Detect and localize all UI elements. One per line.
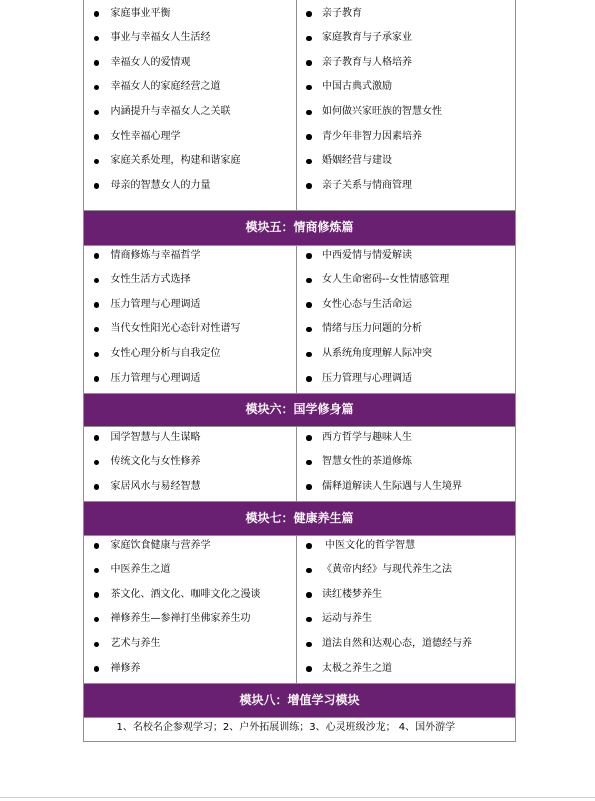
item-text: 亲子教育 xyxy=(322,7,362,19)
list-item xyxy=(84,75,296,100)
list-item xyxy=(84,632,296,657)
bullet-icon xyxy=(94,110,100,116)
bullet-icon xyxy=(306,60,312,66)
bullet-icon xyxy=(94,592,100,598)
item-text: 禅修养生—参禅打坐佛家养生功 xyxy=(110,613,251,625)
module7-header: 模块七：健康养生篇 xyxy=(84,501,515,536)
item-text: 国学智慧与人生谋略 xyxy=(110,431,201,443)
bullet-icon xyxy=(94,11,100,17)
course-table xyxy=(83,0,516,742)
bullet-icon xyxy=(306,183,312,189)
bullet-icon xyxy=(94,642,100,648)
bullet-icon xyxy=(306,11,312,17)
item-text: 当代女性阳光心态针对性谱写 xyxy=(110,323,241,335)
item-text: 艺术与养生 xyxy=(110,638,161,650)
list-item xyxy=(84,450,296,475)
list-item xyxy=(297,534,516,559)
list-item xyxy=(84,51,296,76)
list-item xyxy=(84,125,296,150)
list-item xyxy=(297,367,516,392)
list-item xyxy=(297,26,516,51)
item-text: 母亲的智慧女人的力量 xyxy=(110,179,211,191)
bullet-icon xyxy=(306,666,312,672)
item-text: 家庭教育与子承家业 xyxy=(322,32,412,44)
bullet-icon xyxy=(306,159,312,165)
left-column xyxy=(84,0,297,210)
bullet-icon xyxy=(306,253,312,259)
item-text: 女性幸福心理学 xyxy=(110,130,181,142)
bullet-icon xyxy=(306,327,312,333)
module8-text: 1、名校名企参观学习；2、户外拓展训练；3、心灵班级沙龙； 4、国外游学 xyxy=(116,722,456,733)
item-text: 智慧女性的茶道修炼 xyxy=(322,456,412,468)
list-item xyxy=(84,342,296,367)
item-text: 女性心态与生活命运 xyxy=(322,298,412,310)
bullet-icon xyxy=(306,376,312,382)
bullet-icon xyxy=(306,278,312,284)
list-item xyxy=(84,607,296,632)
bullet-icon xyxy=(306,36,312,42)
item-text: 家庭事业平衡 xyxy=(110,7,171,19)
list-item xyxy=(84,558,296,583)
list-item xyxy=(297,51,516,76)
module8-header: 模块八：增值学习模块 xyxy=(84,683,515,718)
bullet-icon xyxy=(94,183,100,189)
list-item xyxy=(297,75,516,100)
list-item xyxy=(84,426,296,451)
module5-section xyxy=(84,246,515,393)
item-text: 太极之养生之道 xyxy=(322,662,392,674)
bullet-icon xyxy=(94,327,100,333)
page-divider xyxy=(0,797,595,798)
bullet-icon xyxy=(94,253,100,259)
list-item xyxy=(297,244,516,269)
item-text: 幸福女人的爱情观 xyxy=(110,56,191,68)
item-text: 内涵提升与幸福女人之关联 xyxy=(110,106,231,118)
bullet-icon xyxy=(94,435,100,441)
bullet-icon xyxy=(306,617,312,623)
item-text: 压力管理与心理调适 xyxy=(110,298,201,310)
item-text: 压力管理与心理调适 xyxy=(322,372,412,384)
bullet-icon xyxy=(306,484,312,490)
module6-section xyxy=(84,427,515,501)
item-text: 女性生活方式选择 xyxy=(110,274,191,286)
bullet-icon xyxy=(94,568,100,574)
continued-section xyxy=(84,0,515,210)
item-text: 西方哲学与趣味人生 xyxy=(322,431,412,443)
bullet-icon xyxy=(306,85,312,91)
list-item xyxy=(297,607,516,632)
bullet-icon xyxy=(94,484,100,490)
bullet-icon xyxy=(94,543,100,549)
right-column xyxy=(297,427,516,501)
bullet-icon xyxy=(306,543,312,549)
item-text: 运动与养生 xyxy=(322,613,372,625)
list-item xyxy=(297,268,516,293)
list-item xyxy=(297,100,516,125)
list-item xyxy=(297,174,516,199)
bullet-icon xyxy=(94,460,100,466)
list-item xyxy=(297,450,516,475)
item-text: 女人生命密码--女性情感管理 xyxy=(322,274,450,286)
list-item xyxy=(297,583,516,608)
list-item xyxy=(297,125,516,150)
list-item xyxy=(84,244,296,269)
item-text: 情绪与压力问题的分析 xyxy=(322,323,422,335)
item-text: 家居风水与易经智慧 xyxy=(110,480,201,492)
list-item xyxy=(84,149,296,174)
bullet-icon xyxy=(94,60,100,66)
item-text: 从系统角度理解人际冲突 xyxy=(322,348,432,360)
list-item xyxy=(297,632,516,657)
bullet-icon xyxy=(306,642,312,648)
module5-header: 模块五：情商修炼篇 xyxy=(84,210,515,246)
bullet-icon xyxy=(94,36,100,42)
list-item xyxy=(84,657,296,682)
list-item xyxy=(84,367,296,392)
bullet-icon xyxy=(94,134,100,140)
item-text: 家庭饮食健康与营养学 xyxy=(110,539,211,551)
item-text: 儒释道解读人生际遇与人生境界 xyxy=(322,480,462,492)
bullet-icon xyxy=(306,302,312,308)
list-item xyxy=(297,426,516,451)
item-text: 情商修炼与幸福哲学 xyxy=(110,249,201,261)
item-text: 亲子关系与情商管理 xyxy=(322,179,412,191)
item-text: 中医文化的哲学智慧 xyxy=(322,539,416,551)
item-text: 家庭关系处理，构建和谐家庭 xyxy=(110,155,241,167)
bullet-icon xyxy=(306,134,312,140)
bullet-icon xyxy=(94,278,100,284)
bullet-icon xyxy=(306,352,312,358)
list-item xyxy=(84,583,296,608)
list-item xyxy=(297,149,516,174)
list-item xyxy=(297,558,516,583)
item-text: 事业与幸福女人生活经 xyxy=(110,32,211,44)
bullet-icon xyxy=(94,352,100,358)
item-text: 读红楼梦养生 xyxy=(322,588,382,600)
right-column xyxy=(297,0,516,210)
list-item xyxy=(84,100,296,125)
bullet-icon xyxy=(94,302,100,308)
bullet-icon xyxy=(94,376,100,382)
bullet-icon xyxy=(94,159,100,165)
item-text: 婚姻经营与建设 xyxy=(322,155,392,167)
item-text: 亲子教育与人格培养 xyxy=(322,56,412,68)
item-text: 女性心理分析与自我定位 xyxy=(110,348,221,360)
list-item xyxy=(84,268,296,293)
right-column xyxy=(297,246,516,393)
list-item xyxy=(297,293,516,318)
item-text: 《黄帝内经》与现代养生之法 xyxy=(322,564,452,576)
item-text: 中西爱情与情爱解读 xyxy=(322,249,412,261)
left-column xyxy=(84,536,297,683)
list-item xyxy=(297,342,516,367)
bullet-icon xyxy=(306,460,312,466)
list-item xyxy=(84,293,296,318)
list-item xyxy=(297,475,516,500)
bullet-icon xyxy=(94,85,100,91)
left-column xyxy=(84,246,297,393)
list-item xyxy=(84,2,296,27)
item-text: 幸福女人的家庭经营之道 xyxy=(110,81,221,93)
list-item xyxy=(84,26,296,51)
list-item xyxy=(297,317,516,342)
module7-section xyxy=(84,536,515,683)
item-text: 中医养生之道 xyxy=(110,564,171,576)
list-item xyxy=(84,317,296,342)
bullet-icon xyxy=(306,592,312,598)
bullet-icon xyxy=(306,110,312,116)
list-item xyxy=(84,174,296,199)
bullet-icon xyxy=(94,617,100,623)
list-item xyxy=(297,657,516,682)
bullet-icon xyxy=(306,435,312,441)
item-text: 如何做兴家旺族的智慧女性 xyxy=(322,106,442,118)
item-text: 禅修养 xyxy=(110,662,141,674)
list-item xyxy=(297,2,516,27)
module6-header: 模块六：国学修身篇 xyxy=(84,393,515,427)
item-text: 茶文化、酒文化、咖啡文化之漫谈 xyxy=(110,588,261,600)
list-item xyxy=(84,475,296,500)
left-column xyxy=(84,427,297,501)
bullet-icon xyxy=(306,568,312,574)
item-text: 压力管理与心理调适 xyxy=(110,372,201,384)
bullet-icon xyxy=(94,666,100,672)
item-text: 中国古典式激励 xyxy=(322,81,392,93)
item-text: 青少年非智力因素培养 xyxy=(322,130,422,142)
item-text: 道法自然和达观心态，道德经与养 xyxy=(322,638,472,650)
right-column xyxy=(297,536,516,683)
item-text: 传统文化与女性修养 xyxy=(110,456,201,468)
list-item xyxy=(84,534,296,559)
